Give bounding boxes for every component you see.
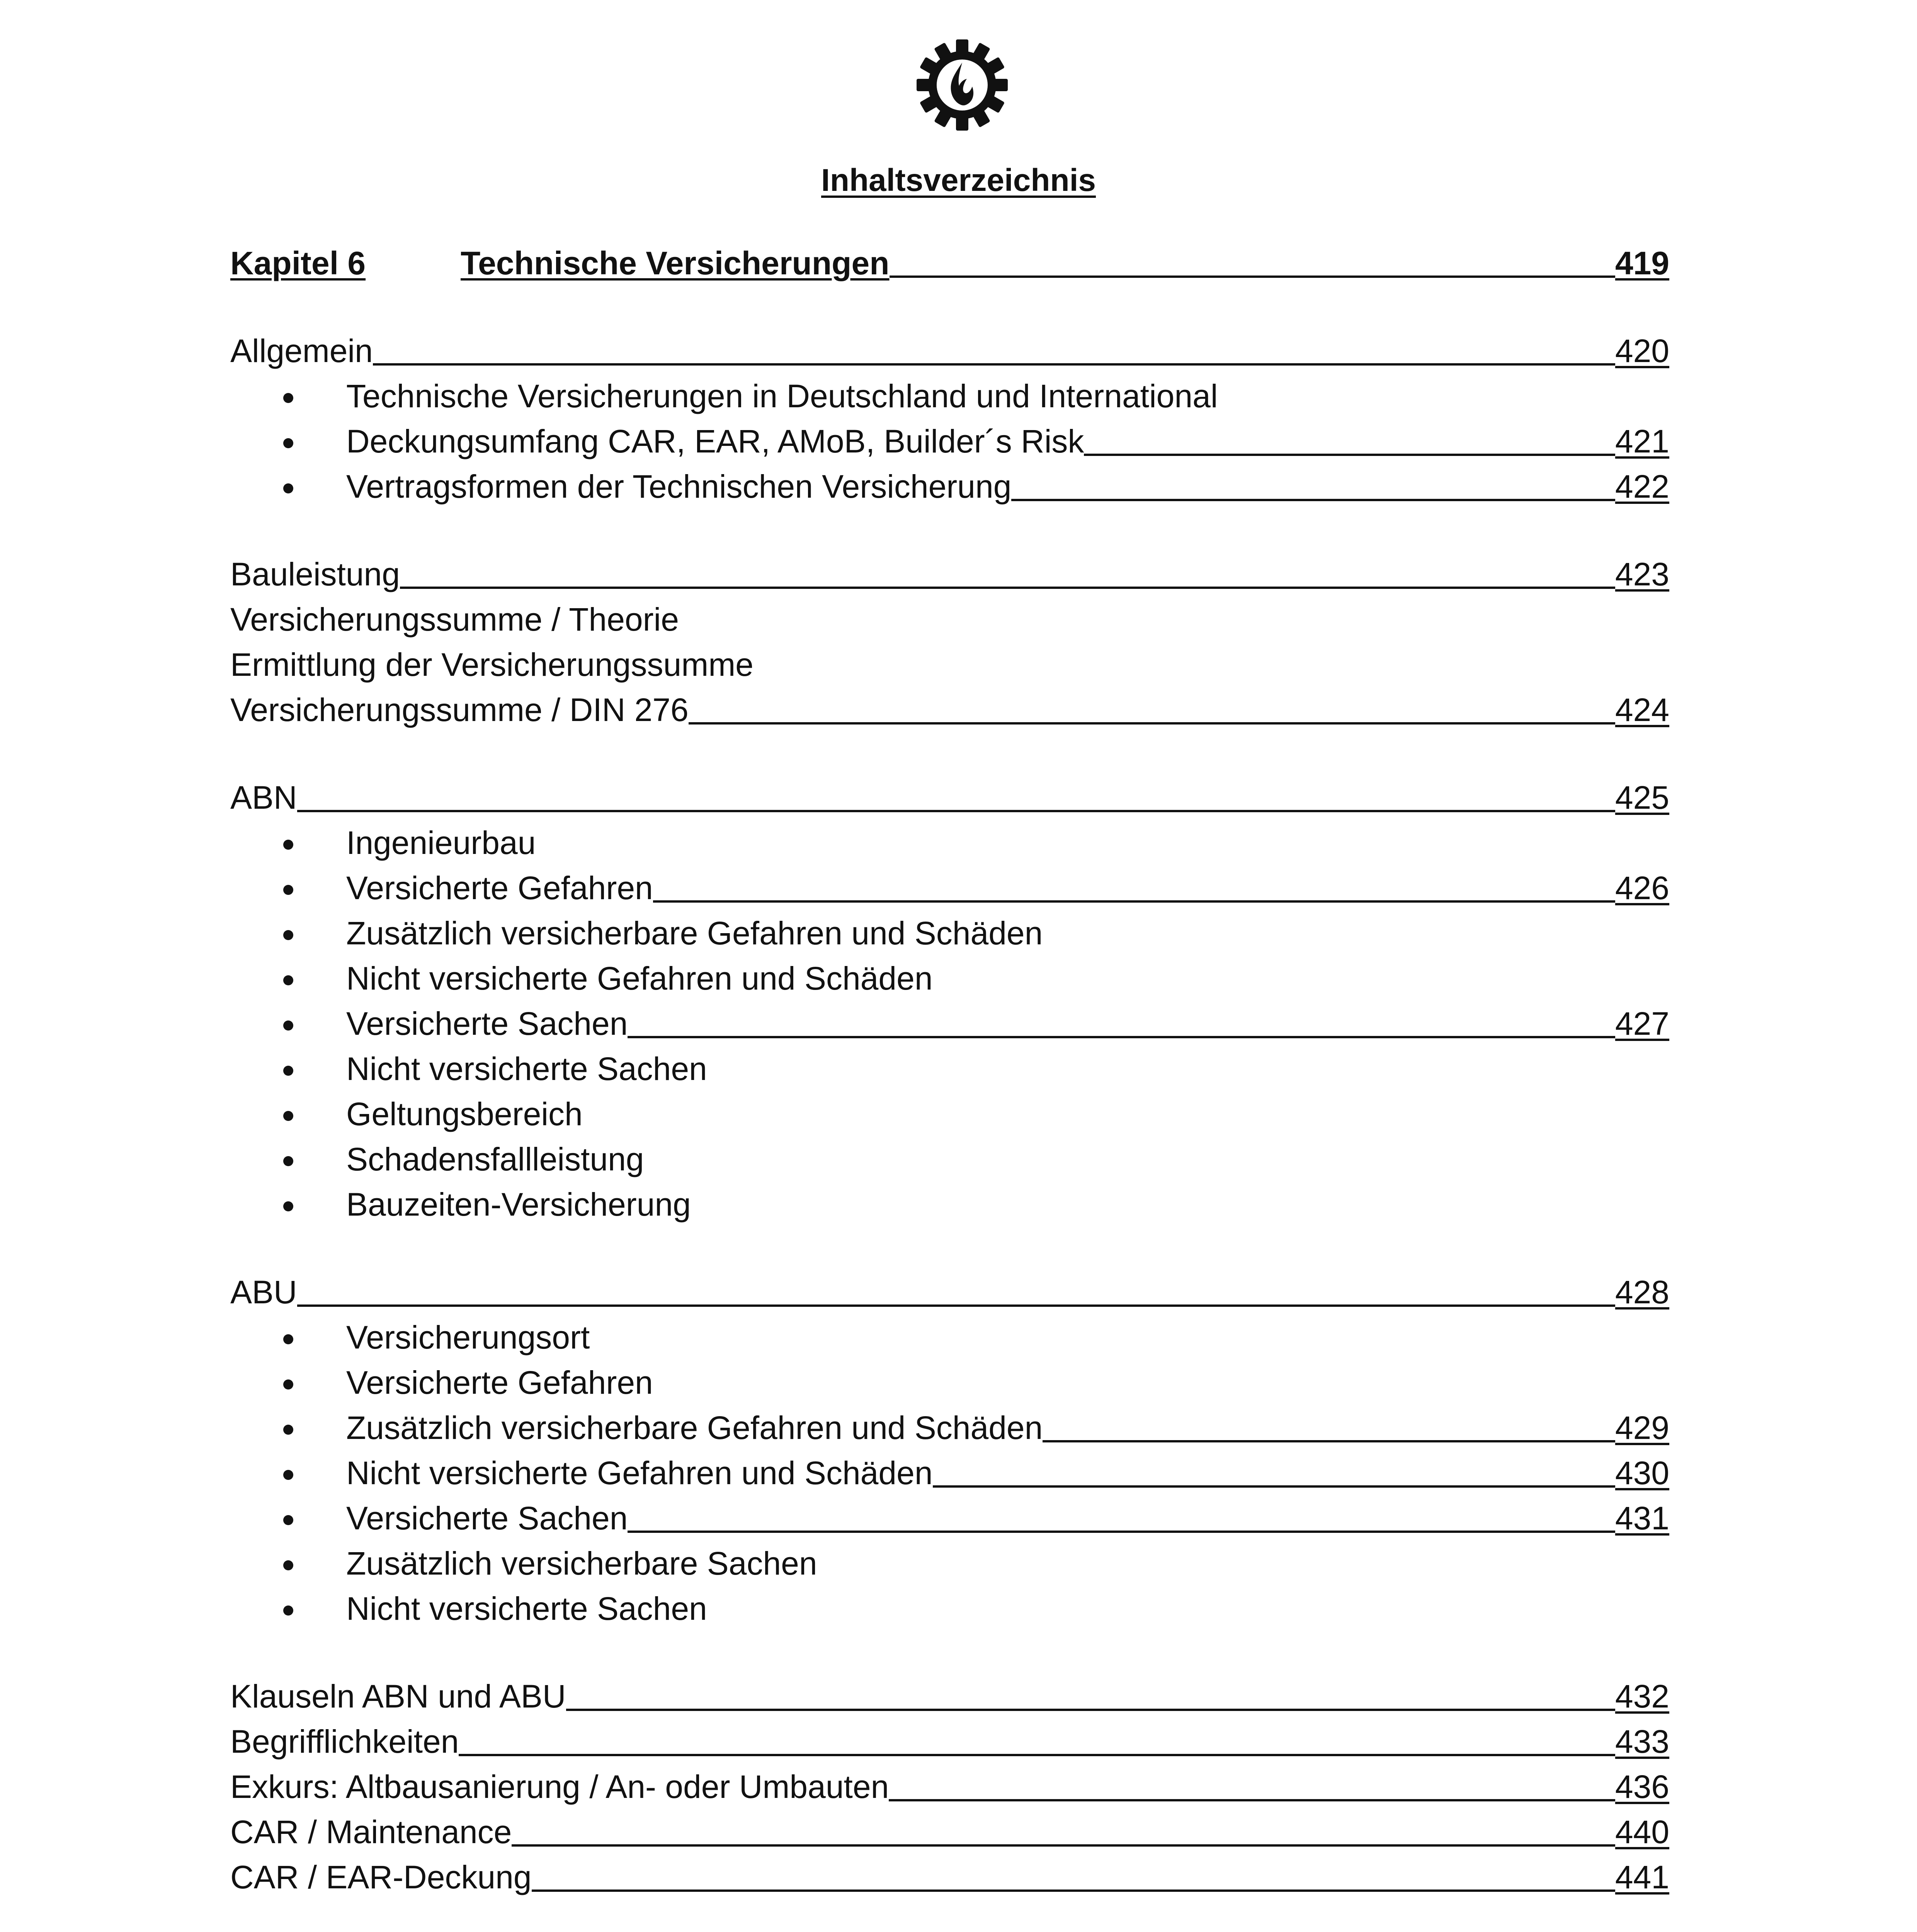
- toc-subentry[interactable]: [230, 910, 1669, 955]
- entry-label: Nicht versicherte Sachen: [346, 1051, 707, 1087]
- toc-entry[interactable]: [230, 1673, 1669, 1718]
- toc-subentry[interactable]: [230, 1314, 1669, 1359]
- chapter-title: Technische Versicherungen: [461, 245, 890, 281]
- entry-label: Nicht versicherte Gefahren und Schäden: [346, 1455, 933, 1491]
- page-number: 425: [1615, 779, 1669, 816]
- page-number: 424: [1615, 692, 1669, 728]
- page-number: 433: [1615, 1723, 1669, 1760]
- bullet-icon: [230, 1201, 346, 1221]
- toc-entry[interactable]: [230, 1269, 1669, 1314]
- leader-line: [628, 1036, 1615, 1038]
- leader-line: [512, 1844, 1615, 1847]
- toc-spacer: [230, 285, 1669, 327]
- leader-line: [1084, 453, 1615, 456]
- page-number: 430: [1615, 1455, 1669, 1491]
- entry-label: Zusätzlich versicherbare Sachen: [346, 1545, 817, 1582]
- toc-subentry[interactable]: [230, 1449, 1669, 1495]
- entry-label: Versicherungssumme / Theorie: [230, 601, 679, 638]
- toc-subentry[interactable]: [230, 1136, 1669, 1181]
- toc-subentry[interactable]: [230, 1045, 1669, 1090]
- toc-entry[interactable]: [230, 551, 1669, 596]
- toc-subentry[interactable]: [230, 864, 1669, 910]
- bullet-icon: [230, 1470, 346, 1489]
- page-number: 426: [1615, 870, 1669, 906]
- entry-label: Zusätzlich versicherbare Gefahren und Schäden: [346, 1410, 1043, 1446]
- bullet-icon: [230, 1560, 346, 1580]
- entry-label: Deckungsumfang CAR, EAR, AMoB, Builder´s Risk: [346, 423, 1084, 459]
- page-number: 419: [1615, 245, 1669, 281]
- toc-subentry[interactable]: [230, 819, 1669, 864]
- entry-label: ABU: [230, 1274, 297, 1310]
- entry-label: CAR / EAR-Deckung: [230, 1859, 532, 1895]
- bullet-icon: [230, 483, 346, 503]
- toc-subentry[interactable]: [230, 1495, 1669, 1540]
- bullet-icon: [230, 1334, 346, 1354]
- page-number: 429: [1615, 1410, 1669, 1446]
- bullet-icon: [230, 393, 346, 412]
- entry-label: Begrifflichkeiten: [230, 1723, 459, 1760]
- leader-line: [373, 363, 1615, 366]
- bullet-icon: [230, 885, 346, 904]
- toc-subentry[interactable]: [230, 463, 1669, 508]
- bullet-icon: [230, 1515, 346, 1534]
- entry-label: Versicherte Sachen: [346, 1500, 628, 1536]
- bullet-icon: [230, 1066, 346, 1085]
- leader-line: [628, 1530, 1615, 1533]
- page-title: Inhaltsverzeichnis: [821, 163, 1096, 198]
- toc-spacer: [230, 508, 1669, 551]
- page-number: 422: [1615, 468, 1669, 505]
- bullet-icon: [230, 840, 346, 859]
- bullet-icon: [230, 1425, 346, 1444]
- toc-subentry[interactable]: [230, 1585, 1669, 1630]
- entry-label: Bauleistung: [230, 556, 400, 592]
- entry-label: Nicht versicherte Gefahren und Schäden: [346, 960, 933, 997]
- toc-entry[interactable]: [230, 1808, 1669, 1854]
- page-number: 436: [1615, 1769, 1669, 1805]
- toc-subentry[interactable]: [230, 1090, 1669, 1136]
- entry-label: Bauzeiten-Versicherung: [346, 1186, 691, 1223]
- entry-label: Geltungsbereich: [346, 1096, 583, 1132]
- toc-entry[interactable]: [230, 686, 1669, 731]
- toc-spacer: [230, 1899, 1669, 1932]
- entry-label: Versicherte Gefahren: [346, 1364, 653, 1401]
- bullet-icon: [230, 438, 346, 457]
- toc-spacer: [230, 731, 1669, 774]
- page-number: 431: [1615, 1500, 1669, 1536]
- toc-subentry[interactable]: [230, 955, 1669, 1000]
- page-number: 432: [1615, 1678, 1669, 1714]
- leader-line: [1043, 1440, 1615, 1442]
- entry-label: Zusätzlich versicherbare Gefahren und Schäden: [346, 915, 1043, 951]
- entry-label: Schadensfallleistung: [346, 1141, 644, 1177]
- table-of-contents: [230, 240, 1669, 1932]
- page-number: 421: [1615, 423, 1669, 459]
- leader-line: [889, 1799, 1615, 1801]
- leader-line: [1011, 498, 1615, 501]
- leader-line: [653, 900, 1615, 903]
- entry-label: Nicht versicherte Sachen: [346, 1590, 707, 1627]
- entry-label: Versicherungsort: [346, 1319, 590, 1355]
- leader-line: [532, 1889, 1615, 1892]
- page-number: 440: [1615, 1814, 1669, 1850]
- entry-label: Ermittlung der Versicherungssumme: [230, 646, 754, 683]
- entry-label: Exkurs: Altbausanierung / An- oder Umbauten: [230, 1769, 889, 1805]
- page-number: 427: [1615, 1005, 1669, 1042]
- toc-subentry[interactable]: [230, 1359, 1669, 1404]
- toc-subentry[interactable]: [230, 1404, 1669, 1449]
- entry-label: Ingenieurbau: [346, 825, 536, 861]
- bullet-icon: [230, 1379, 346, 1399]
- entry-label: CAR / Maintenance: [230, 1814, 512, 1850]
- entry-label: Versicherungssumme / DIN 276: [230, 692, 689, 728]
- gear-flame-icon: [916, 39, 1009, 131]
- toc-entry[interactable]: [230, 1763, 1669, 1808]
- leader-line: [566, 1708, 1615, 1711]
- toc-subentry[interactable]: [230, 1000, 1669, 1045]
- leader-line: [689, 722, 1615, 724]
- page-number: 423: [1615, 556, 1669, 592]
- bullet-icon: [230, 1605, 346, 1625]
- entry-label: Klauseln ABN und ABU: [230, 1678, 566, 1714]
- toc-entry[interactable]: [230, 596, 1669, 641]
- bullet-icon: [230, 1020, 346, 1040]
- entry-label: Vertragsformen der Technischen Versicherung: [346, 468, 1012, 505]
- page-number: 441: [1615, 1859, 1669, 1895]
- toc-subentry[interactable]: [230, 418, 1669, 463]
- toc-entry[interactable]: [230, 774, 1669, 819]
- toc-spacer: [230, 1226, 1669, 1269]
- leader-line: [933, 1485, 1615, 1488]
- chapter-number: Kapitel 6: [230, 245, 366, 281]
- leader-line: [890, 275, 1615, 278]
- entry-label: ABN: [230, 779, 297, 816]
- entry-label: Allgemein: [230, 333, 373, 369]
- bullet-icon: [230, 1156, 346, 1175]
- leader-line: [297, 810, 1615, 812]
- bullet-icon: [230, 975, 346, 995]
- toc-entry[interactable]: [230, 1718, 1669, 1763]
- toc-spacer: [230, 1630, 1669, 1673]
- toc-subentry[interactable]: [230, 1181, 1669, 1226]
- bullet-icon: [230, 1111, 346, 1130]
- entry-label: Versicherte Gefahren: [346, 870, 653, 906]
- leader-line: [400, 586, 1615, 589]
- entry-label: Versicherte Sachen: [346, 1005, 628, 1042]
- toc-subentry[interactable]: [230, 1540, 1669, 1585]
- toc-chapter-row[interactable]: [230, 240, 1669, 285]
- leader-line: [459, 1753, 1615, 1756]
- toc-entry[interactable]: [230, 1854, 1669, 1899]
- bullet-icon: [230, 930, 346, 949]
- leader-line: [297, 1304, 1615, 1307]
- toc-entries: [230, 285, 1669, 1932]
- toc-entry[interactable]: [230, 641, 1669, 686]
- page-number: 428: [1615, 1274, 1669, 1310]
- entry-label: Technische Versicherungen in Deutschland und International: [346, 378, 1218, 414]
- toc-entry[interactable]: [230, 327, 1669, 372]
- toc-subentry[interactable]: [230, 372, 1669, 418]
- page-number: 420: [1615, 333, 1669, 369]
